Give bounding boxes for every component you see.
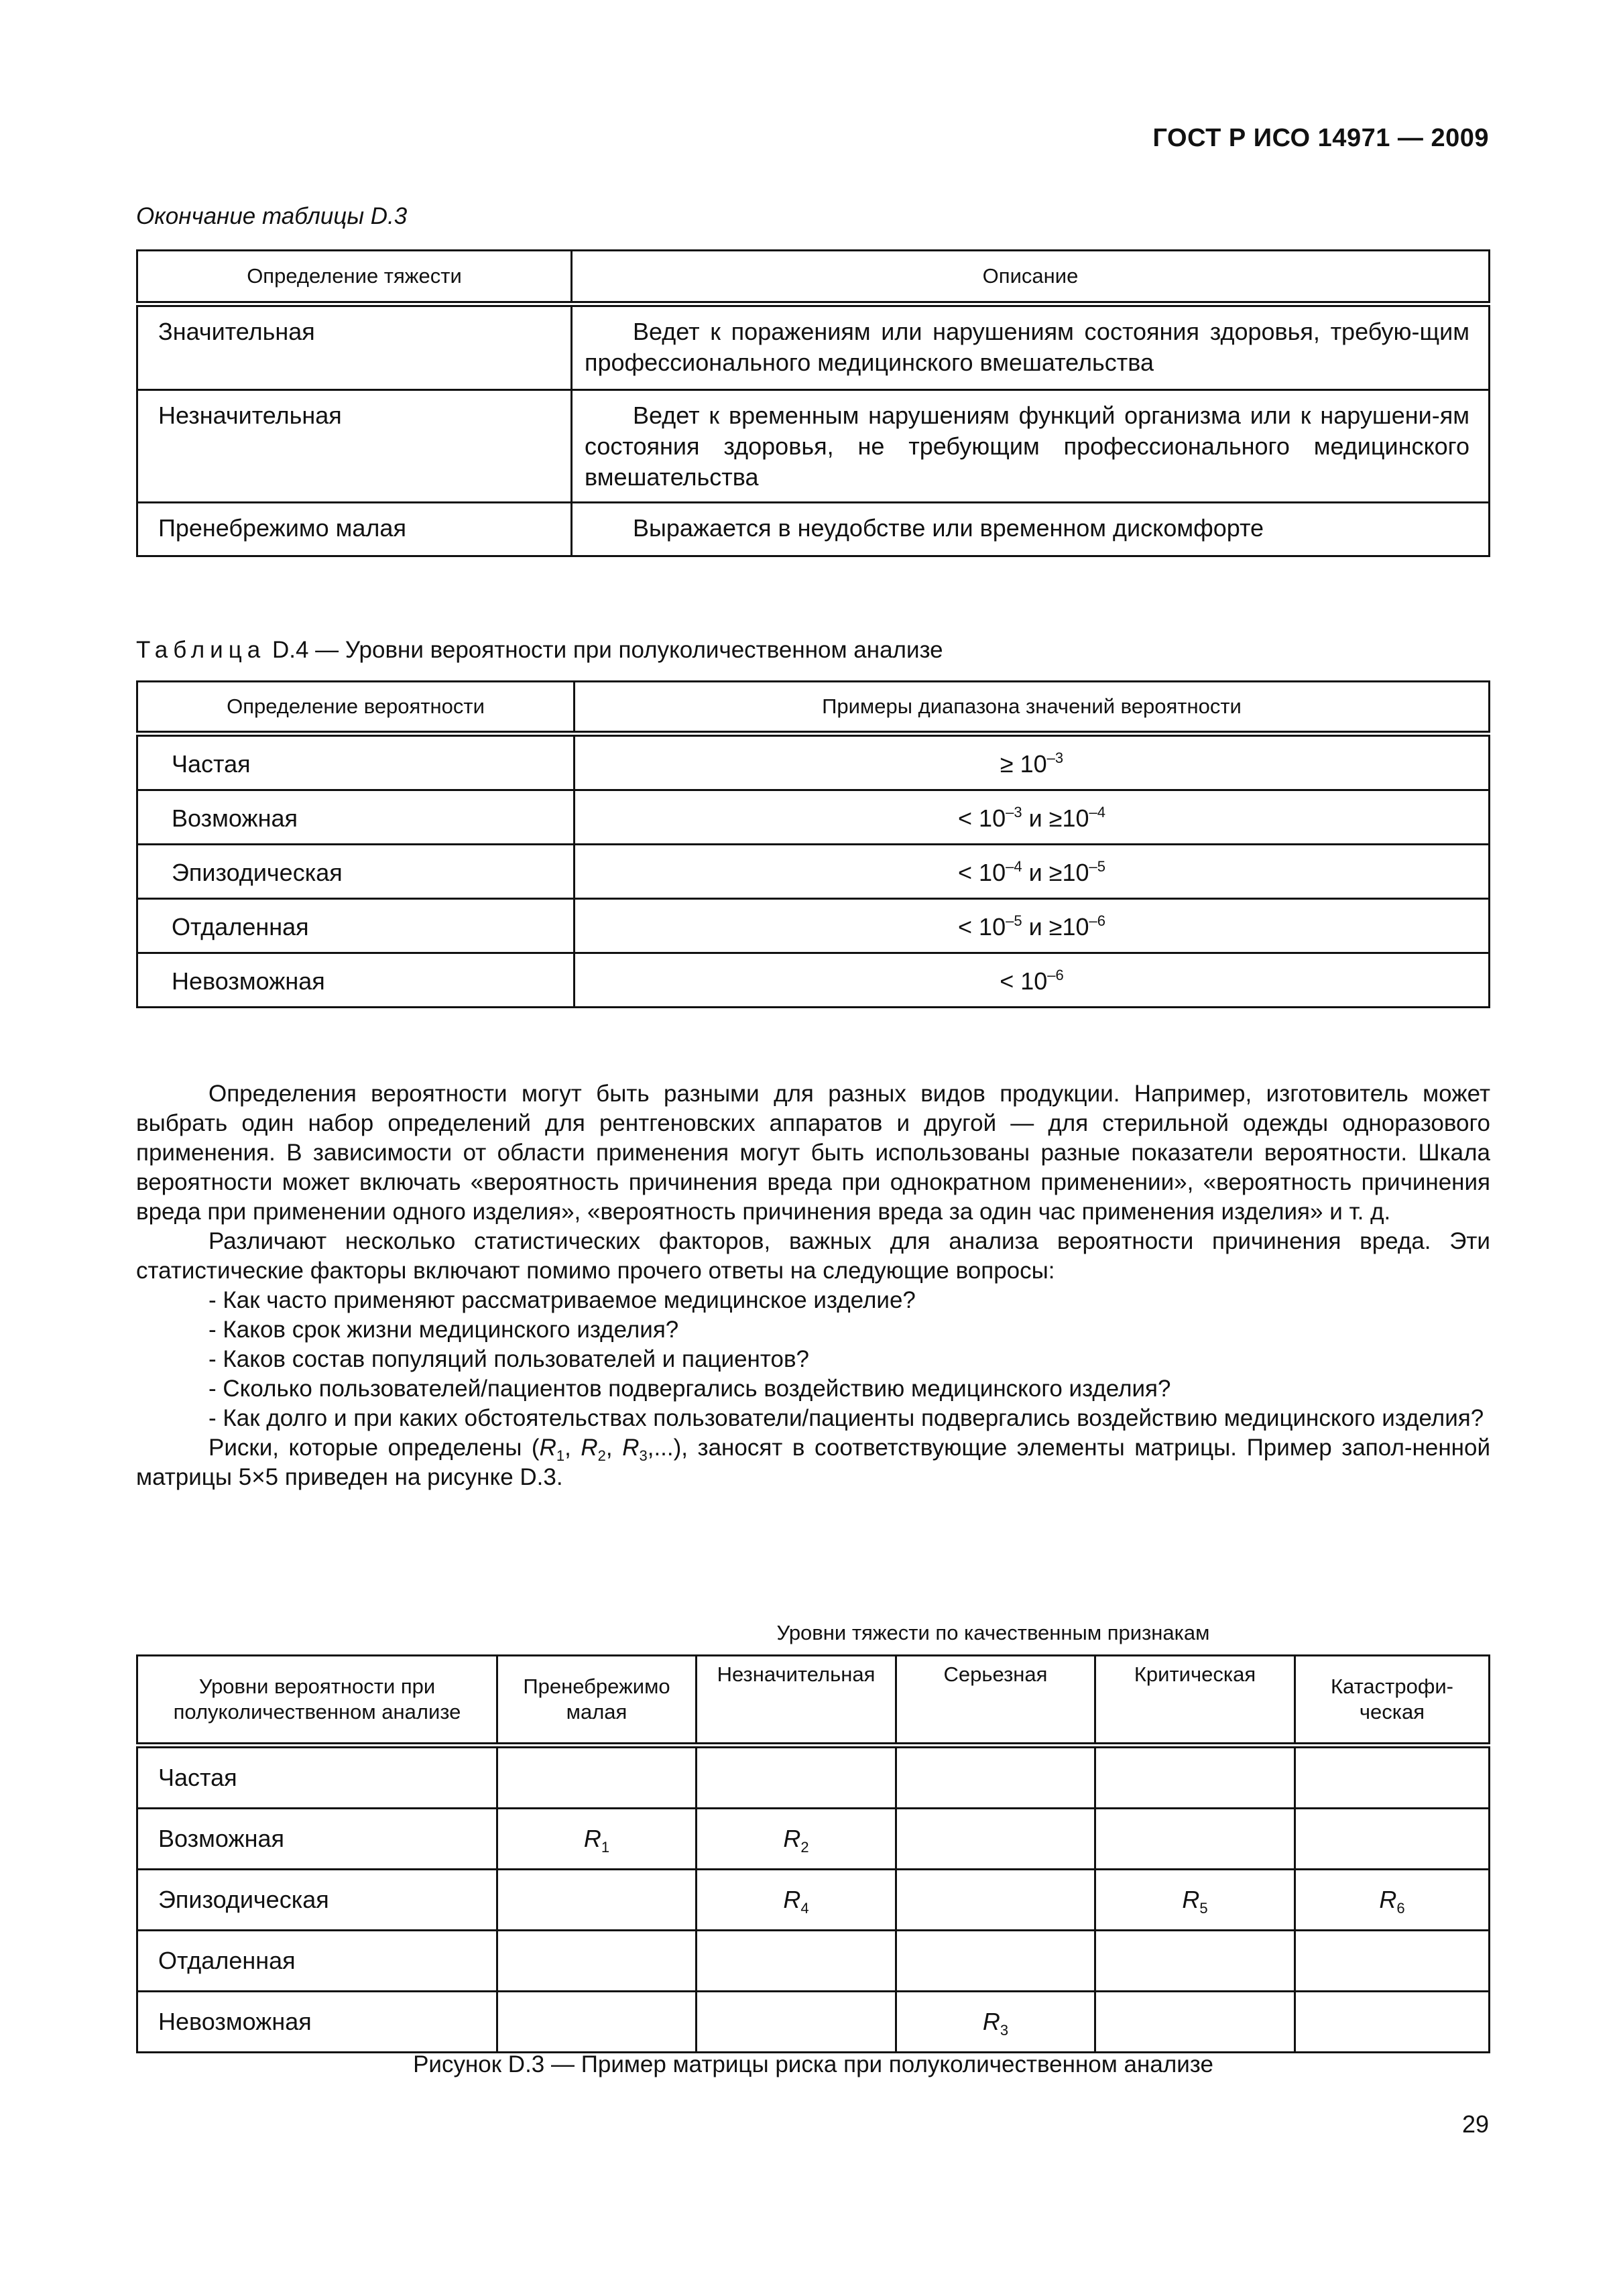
probability-level-cell: Отдаленная (137, 899, 575, 953)
probability-range-cell: < $10^{-4}$ $и \ge 10^{-5}$ (575, 845, 1490, 899)
matrix-risk-cell (697, 1992, 896, 2053)
question-item: - Каков срок жизни медицинского изделия? (208, 1317, 679, 1343)
paragraph: Различают несколько статистических факторов, важных для анализа вероятности причинения вреда. Эти статистические факторы включают помимо прочего ответы на следующие вопросы: (136, 1228, 1490, 1284)
probability-level-cell: Возможная (137, 790, 575, 845)
paragraph: Риски, которые определены ($R_1$, $R_2$, $R_3$,...), заносят в соответствующие элементы матрицы. Пример запол-ненной матрицы 5×5 приведен на рисунке D.3. (136, 1435, 1490, 1490)
table-row (137, 790, 1490, 845)
table-d4-caption-text: D.4 — Уровни вероятности при полуколичественном анализе (265, 637, 943, 663)
table-row (137, 899, 1490, 953)
matrix-risk-cell (1295, 1992, 1490, 2053)
matrix-risk-cell (497, 1870, 697, 1931)
matrix-risk-cell (497, 1931, 697, 1992)
matrix-risk-cell: $R_1$ (497, 1809, 697, 1870)
description-cell: Ведет к временным нарушениям функций организма или к нарушени-ям состояния здоровья, не требующим профессионального медицинского вмешательства (572, 390, 1490, 503)
matrix-risk-cell (1095, 1931, 1295, 1992)
matrix-risk-cell: $R_4$ (697, 1870, 896, 1931)
matrix-row (137, 1992, 1490, 2053)
matrix-risk-cell (697, 1931, 896, 1992)
table-d4-caption (136, 637, 943, 664)
table-row (137, 390, 1490, 503)
page-number: 29 (1461, 2110, 1489, 2138)
question-item: - Как долго и при каких обстоятельствах пользователи/пациенты подвергались воздействию медицинского изделия? (208, 1405, 1484, 1431)
table-row (137, 304, 1490, 390)
matrix-risk-cell: $R_2$ (697, 1809, 896, 1870)
severity-cell: Пренебрежимо малая (137, 503, 572, 556)
column-header: Определение вероятности (137, 682, 575, 734)
table-d3-caption: Окончание таблицы D.3 (136, 203, 408, 229)
matrix-risk-cell (1095, 1809, 1295, 1870)
column-header: Определение тяжести (137, 251, 572, 304)
matrix-risk-cell (896, 1931, 1095, 1992)
probability-levels-header: Уровни вероятности при полуколичественном анализе (137, 1656, 497, 1746)
figure-caption: Рисунок D.3 — Пример матрицы риска при полуколичественном анализе (413, 2051, 1213, 2077)
severity-cell: Значительная (137, 304, 572, 390)
probability-range-cell: < $10^{-5}$ $и \ge 10^{-6}$ (575, 899, 1490, 953)
matrix-probability-cell: Эпизодическая (137, 1870, 497, 1931)
matrix-row (137, 1870, 1490, 1931)
severity-header: Катастрофи-ческая (1295, 1656, 1490, 1746)
matrix-row (137, 1746, 1490, 1809)
matrix-risk-cell (1295, 1746, 1490, 1809)
matrix-risk-cell (896, 1809, 1095, 1870)
matrix-row (137, 1809, 1490, 1870)
matrix-probability-cell: Невозможная (137, 1992, 497, 2053)
severity-levels-title: Уровни тяжести по качественным признакам (776, 1621, 1210, 1644)
probability-range-cell: < $10^{-6}$ (575, 953, 1490, 1008)
probability-level-cell: Частая (137, 734, 575, 790)
severity-cell: Незначительная (137, 390, 572, 503)
question-item: - Сколько пользователей/пациентов подвергались воздействию медицинского изделия? (208, 1376, 1171, 1402)
severity-header: Критическая (1095, 1656, 1295, 1746)
matrix-risk-cell (1095, 1746, 1295, 1809)
matrix-probability-cell: Частая (137, 1746, 497, 1809)
severity-header: Пренебрежимо малая (497, 1656, 697, 1746)
severity-header: Незначительная (697, 1656, 896, 1746)
matrix-row (137, 1931, 1490, 1992)
matrix-risk-cell (497, 1992, 697, 2053)
description-cell: Ведет к поражениям или нарушениям состояния здоровья, требую-щим профессионального медицинского вмешательства (572, 304, 1490, 390)
severity-header: Серьезная (896, 1656, 1095, 1746)
matrix-probability-cell: Возможная (137, 1809, 497, 1870)
probability-level-cell: Эпизодическая (137, 845, 575, 899)
probability-range-cell: < $10^{-3}$ $и \ge 10^{-4}$ (575, 790, 1490, 845)
matrix-risk-cell (1295, 1931, 1490, 1992)
table-d4 (136, 680, 1490, 1008)
table-d4-caption-prefix: Таблица (136, 637, 266, 663)
matrix-risk-cell: $R_3$ (896, 1992, 1095, 2053)
table-header-row (137, 251, 1490, 304)
question-item: - Каков состав популяций пользователей и пациентов? (208, 1346, 810, 1372)
table-d3 (136, 249, 1490, 557)
matrix-risk-cell (697, 1746, 896, 1809)
risk-matrix (136, 1654, 1490, 2053)
matrix-risk-cell: $R_6$ (1295, 1870, 1490, 1931)
matrix-risk-cell (1095, 1992, 1295, 2053)
matrix-body (137, 1746, 1490, 2053)
matrix-header-row (137, 1656, 1490, 1746)
table-row (137, 845, 1490, 899)
table-row (137, 953, 1490, 1008)
column-header: Примеры диапазона значений вероятности (575, 682, 1490, 734)
matrix-risk-cell: $R_5$ (1095, 1870, 1295, 1931)
column-header: Описание (572, 251, 1490, 304)
matrix-risk-cell (1295, 1809, 1490, 1870)
table-row (137, 503, 1490, 556)
question-item: - Как часто применяют рассматриваемое медицинское изделие? (208, 1287, 916, 1313)
probability-range-cell: ≥ $10^{-3}$ (575, 734, 1490, 790)
probability-level-cell: Невозможная (137, 953, 575, 1008)
matrix-risk-cell (896, 1870, 1095, 1931)
matrix-probability-cell: Отдаленная (137, 1931, 497, 1992)
matrix-risk-cell (896, 1746, 1095, 1809)
table-header-row (137, 682, 1490, 734)
paragraph: Определения вероятности могут быть разными для разных видов продукции. Например, изготовитель может выбрать один набор определений для рентгеновских аппаратов и другой — для стерильной одежды одноразового применения. В зависимости от области применения могут быть использованы разные показатели вероятности. Шкала вероятности может включать «вероятность причинения вреда при однократном применении», «вероятность причинения вреда при применении одного изделия», «вероятность причинения вреда за один час применения изделия» и т. д. (136, 1081, 1490, 1225)
body-text (136, 1079, 1490, 1492)
matrix-risk-cell (497, 1746, 697, 1809)
table-row (137, 734, 1490, 790)
doc-number-header: ГОСТ Р ИСО 14971 — 2009 (1152, 124, 1489, 152)
description-cell: Выражается в неудобстве или временном дискомфорте (572, 503, 1490, 556)
